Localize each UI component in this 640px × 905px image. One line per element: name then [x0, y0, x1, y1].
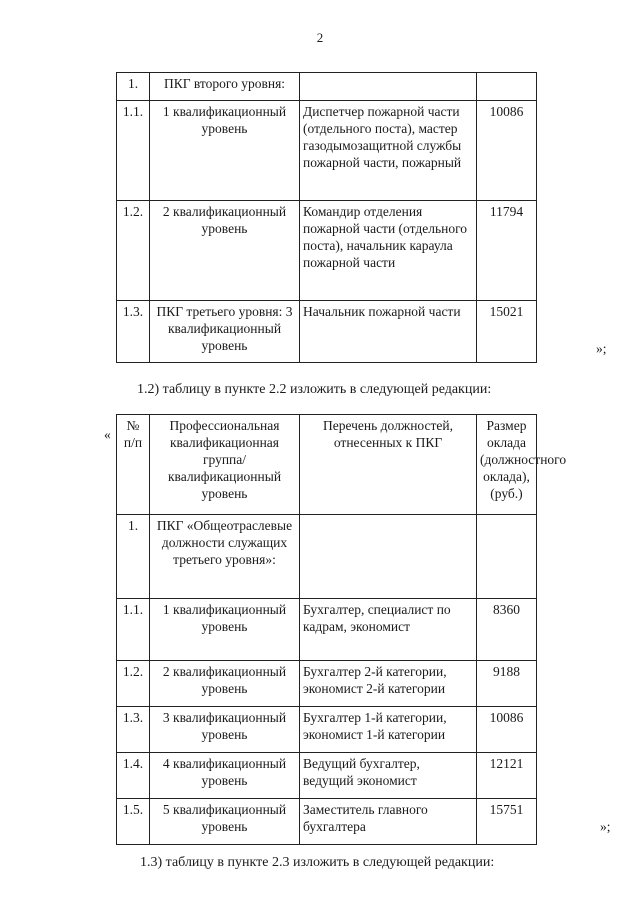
- group-cell: ПКГ третьего уровня: 3 квалификационный уровень: [150, 301, 300, 363]
- group-cell: 1 квалификационный уровень: [150, 101, 300, 201]
- salary-cell: [477, 73, 537, 101]
- group-cell: 5 квалификационный уровень: [150, 799, 300, 845]
- salary-cell: 8360: [477, 599, 537, 661]
- positions-cell: Бухгалтер 1-й категории, экономист 1-й категории: [300, 707, 477, 753]
- positions-cell: Командир отделения пожарной части (отдельного поста), начальник караула пожарной части: [300, 201, 477, 301]
- paragraph-1-2: 1.2) таблицу в пункте 2.2 изложить в следующей редакции:: [137, 382, 492, 397]
- header-number: № п/п: [117, 415, 150, 515]
- positions-cell: Начальник пожарной части: [300, 301, 477, 363]
- header-salary: Размер оклада (должностного оклада), (руб.): [477, 415, 537, 515]
- table-row: [117, 301, 537, 363]
- salary-cell: 12121: [477, 753, 537, 799]
- positions-cell: Бухгалтер, специалист по кадрам, экономист: [300, 599, 477, 661]
- row-number: 1.4.: [117, 753, 150, 799]
- salary-cell: [477, 515, 537, 599]
- row-number: 1.5.: [117, 799, 150, 845]
- row-number: 1.: [117, 73, 150, 101]
- row-number: 1.3.: [117, 301, 150, 363]
- table-row: [117, 661, 537, 707]
- table-row: [117, 101, 537, 201]
- salary-cell: 15021: [477, 301, 537, 363]
- table-row: [117, 515, 537, 599]
- salary-cell: 10086: [477, 101, 537, 201]
- table-row: [117, 599, 537, 661]
- group-cell: 1 квалификационный уровень: [150, 599, 300, 661]
- row-number: 1.1.: [117, 599, 150, 661]
- group-cell: ПКГ второго уровня:: [150, 73, 300, 101]
- row-number: 1.2.: [117, 661, 150, 707]
- group-cell: 4 квалификационный уровень: [150, 753, 300, 799]
- header-group: Профессиональная квалификационная группа/ квалификационный уровень: [150, 415, 300, 515]
- row-number: 1.3.: [117, 707, 150, 753]
- positions-cell: [300, 515, 477, 599]
- table-row: [117, 73, 537, 101]
- group-cell: 2 квалификационный уровень: [150, 201, 300, 301]
- salary-cell: 15751: [477, 799, 537, 845]
- positions-cell: [300, 73, 477, 101]
- table-row: [117, 753, 537, 799]
- salary-cell: 9188: [477, 661, 537, 707]
- row-number: 1.2.: [117, 201, 150, 301]
- table-row: [117, 799, 537, 845]
- table1-closing-mark: »;: [596, 341, 607, 356]
- table2-closing-mark: »;: [600, 819, 611, 834]
- positions-cell: Заместитель главного бухгалтера: [300, 799, 477, 845]
- salary-cell: 10086: [477, 707, 537, 753]
- group-cell: ПКГ «Общеотраслевые должности служащих третьего уровня»:: [150, 515, 300, 599]
- pkg-office-staff-table: [116, 414, 567, 845]
- header-positions: Перечень должностей, отнесенных к ПКГ: [300, 415, 477, 515]
- salary-cell: 11794: [477, 201, 537, 301]
- table-row: [117, 201, 537, 301]
- positions-cell: Ведущий бухгалтер, ведущий экономист: [300, 753, 477, 799]
- row-number: 1.: [117, 515, 150, 599]
- row-number: 1.1.: [117, 101, 150, 201]
- positions-cell: Бухгалтер 2-й категории, экономист 2-й категории: [300, 661, 477, 707]
- page-number: 2: [316, 30, 324, 45]
- pkg-fire-service-table: [116, 72, 537, 363]
- table-header-row: [117, 415, 537, 515]
- table2-opening-mark: «: [104, 427, 111, 442]
- group-cell: 2 квалификационный уровень: [150, 661, 300, 707]
- paragraph-1-3: 1.3) таблицу в пункте 2.3 изложить в следующей редакции:: [140, 855, 495, 870]
- group-cell: 3 квалификационный уровень: [150, 707, 300, 753]
- positions-cell: Диспетчер пожарной части (отдельного поста), мастер газодымозащитной службы пожарной части, пожарный: [300, 101, 477, 201]
- table-row: [117, 707, 537, 753]
